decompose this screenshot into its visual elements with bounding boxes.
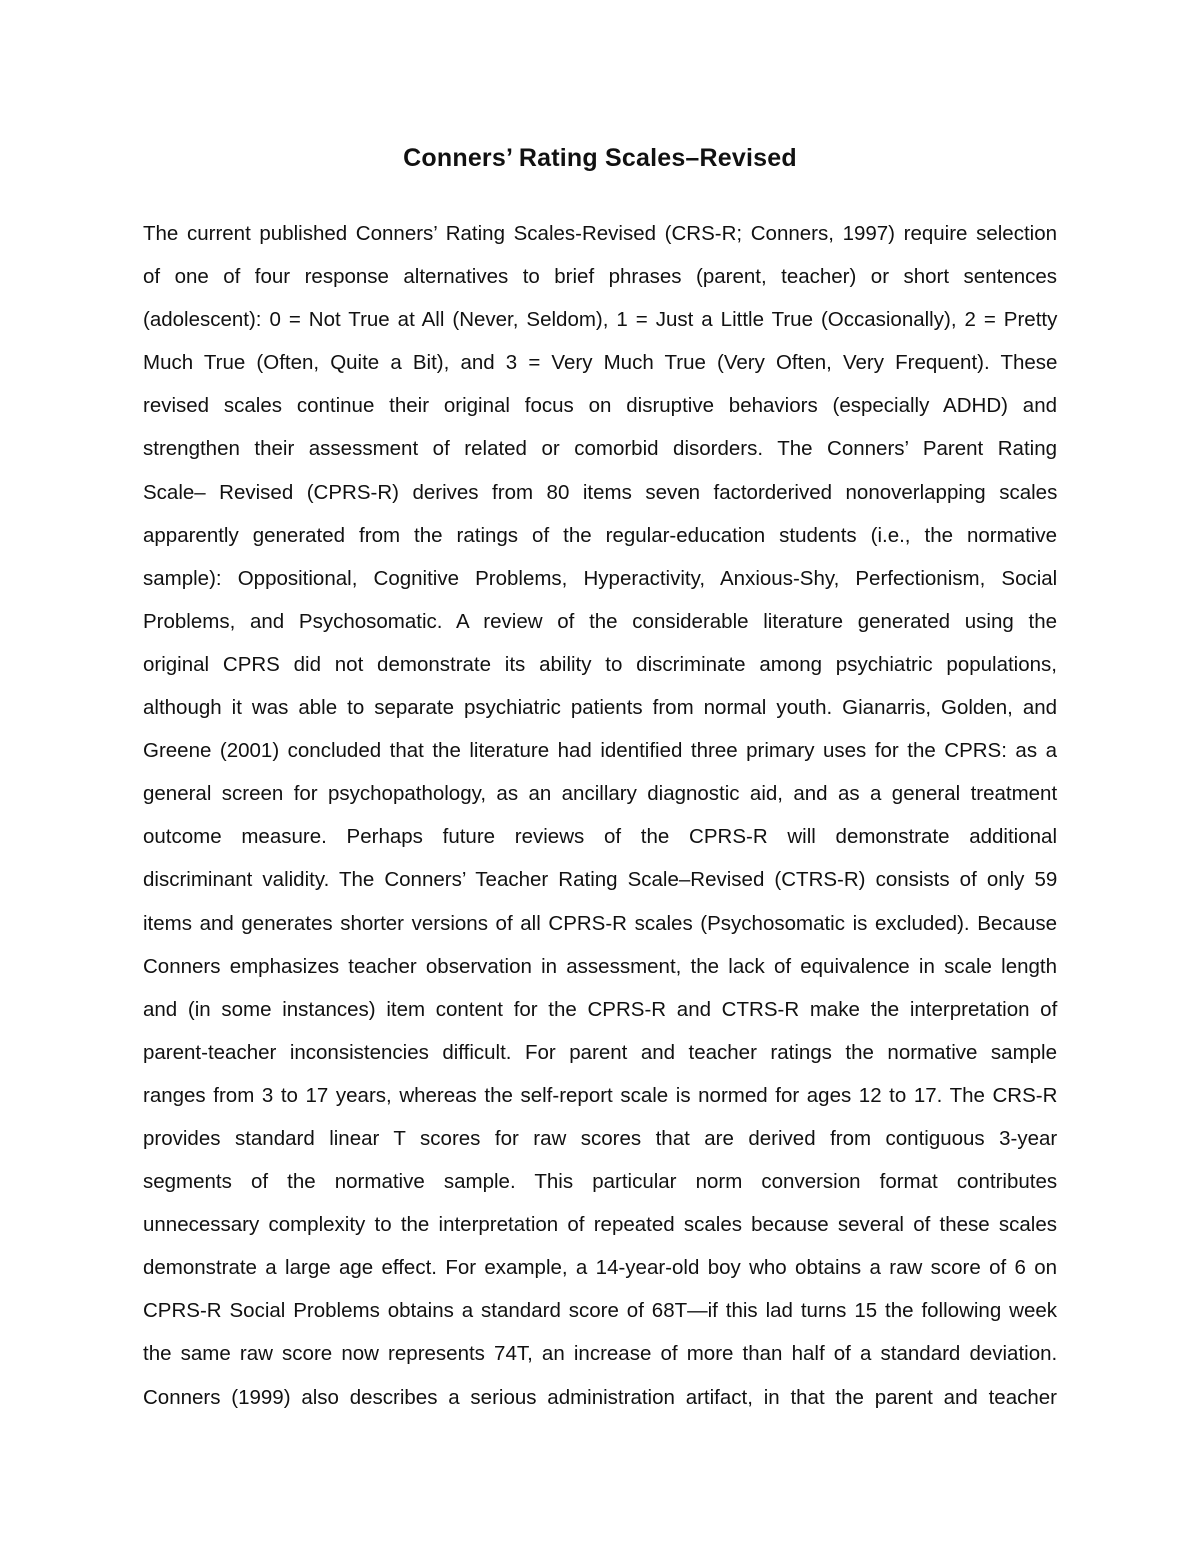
text-line: provides standard linear T scores for raw scores that are derived from contiguous 3-year: [143, 1126, 1058, 1150]
text-line: general screen for psychopathology, as an ancillary diagnostic aid, and as a general treatment: [143, 782, 1058, 806]
text-line: the same raw score now represents 74T, an increase of more than half of a standard deviation.: [143, 1342, 1058, 1366]
text-line: Greene (2001) concluded that the literature had identified three primary uses for the CPRS: as a: [143, 739, 1057, 763]
body-paragraph: [143, 212, 1057, 1419]
text-line: items and generates shorter versions of all CPRS-R scales (Psychosomatic is excluded). Because: [143, 911, 1057, 935]
text-line: revised scales continue their original focus on disruptive behaviors (especially ADHD) and: [143, 394, 1057, 418]
text-line: strengthen their assessment of related or comorbid disorders. The Conners’ Parent Rating: [143, 437, 1057, 461]
text-line: original CPRS did not demonstrate its ability to discriminate among psychiatric populations,: [143, 652, 1057, 676]
text-line: of one of four response alternatives to brief phrases (parent, teacher) or short sentences: [143, 265, 1057, 289]
text-line: ranges from 3 to 17 years, whereas the self-report scale is normed for ages 12 to 17. The CRS-R: [143, 1083, 1058, 1107]
text-line: demonstrate a large age effect. For example, a 14-year-old boy who obtains a raw score of 6 on: [143, 1256, 1058, 1280]
text-line: outcome measure. Perhaps future reviews of the CPRS-R will demonstrate additional: [143, 825, 1057, 849]
text-line: (adolescent): 0 = Not True at All (Never, Seldom), 1 = Just a Little True (Occasionally), 2 = Pretty: [143, 308, 1058, 332]
text-line: Scale– Revised (CPRS-R) derives from 80 items seven factorderived nonoverlapping scales: [143, 480, 1058, 504]
document-title: Conners’ Rating Scales–Revised: [403, 144, 797, 172]
text-line: sample): Oppositional, Cognitive Problems, Hyperactivity, Anxious-Shy, Perfectionism, Social: [143, 566, 1058, 590]
text-line: Conners emphasizes teacher observation in assessment, the lack of equivalence in scale length: [143, 954, 1057, 978]
text-line: Problems, and Psychosomatic. A review of the considerable literature generated using the: [143, 609, 1057, 633]
text-line: apparently generated from the ratings of the regular-education students (i.e., the normative: [143, 523, 1057, 547]
text-line: CPRS-R Social Problems obtains a standard score of 68T—if this lad turns 15 the following week: [143, 1299, 1057, 1323]
text-line: parent-teacher inconsistencies difficult. For parent and teacher ratings the normative sample: [143, 1040, 1058, 1064]
text-line: The current published Conners’ Rating Scales-Revised (CRS-R; Conners, 1997) require selection: [143, 222, 1057, 245]
text-line: discriminant validity. The Conners’ Teacher Rating Scale–Revised (CTRS-R) consists of only 59: [143, 868, 1058, 892]
text-line: although it was able to separate psychiatric patients from normal youth. Gianarris, Golden, and: [143, 696, 1058, 720]
text-line: Conners (1999) also describes a serious administration artifact, in that the parent and teacher: [143, 1385, 1057, 1409]
text-line: segments of the normative sample. This particular norm conversion format contributes: [143, 1170, 1058, 1194]
text-line: and (in some instances) item content for the CPRS-R and CTRS-R make the interpretation of: [143, 997, 1058, 1021]
text-line: unnecessary complexity to the interpretation of repeated scales because several of these scales: [143, 1213, 1057, 1237]
text-line: Much True (Often, Quite a Bit), and 3 = Very Much True (Very Often, Very Frequent). These: [143, 351, 1058, 375]
